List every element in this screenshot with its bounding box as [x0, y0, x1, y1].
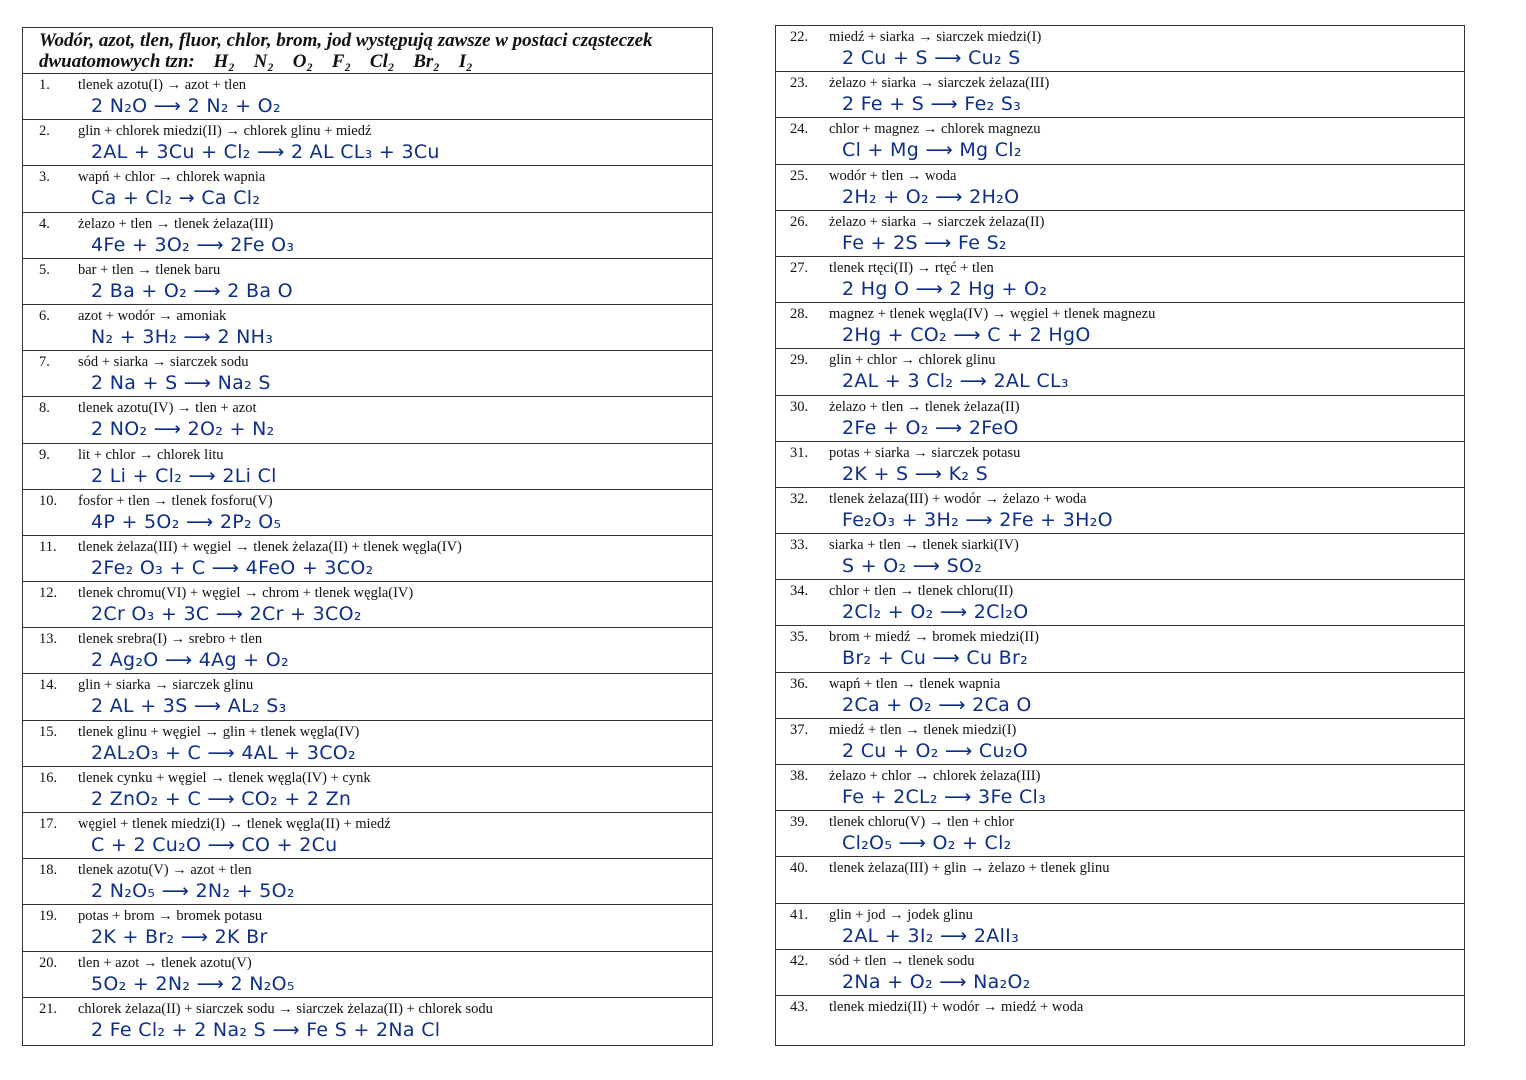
reaction-description: tlenek chromu(VI) + węgiel → chrom + tlenek węgla(IV)	[78, 585, 414, 602]
exercise-row	[776, 442, 1464, 488]
handwritten-equation: 2K + Br₂ ⟶ 2K Br	[91, 926, 268, 949]
handwritten-equation: Cl₂O₅ ⟶ O₂ + Cl₂	[842, 832, 1012, 855]
exercise-number: 36.	[790, 675, 809, 692]
reaction-description: chlor + tlen → tlenek chloru(II)	[829, 583, 1014, 600]
handwritten-equation: 2 Cu + S ⟶ Cu₂ S	[842, 47, 1021, 69]
handwritten-equation: 2K + S ⟶ K₂ S	[842, 462, 989, 485]
handwritten-equation: 2 Fe + S ⟶ Fe₂ S₃	[842, 93, 1022, 116]
exercise-number: 38.	[790, 768, 809, 784]
exercise-number: 10.	[39, 492, 58, 509]
exercise-number: 32.	[790, 490, 809, 507]
reaction-description: wodór + tlen → woda	[829, 167, 957, 184]
reaction-description: chlorek żelaza(II) + siarczek sodu → siarczek żelaza(II) + chlorek sodu	[78, 1000, 493, 1017]
left-exercise-table	[22, 27, 713, 1046]
left-rows	[23, 74, 712, 1044]
exercise-row	[776, 719, 1464, 765]
reaction-description: węgiel + tlenek miedzi(I) → tlenek węgla(II) + miedź	[78, 816, 391, 832]
handwritten-equation: 2 Fe Cl₂ + 2 Na₂ S ⟶ Fe S + 2Na Cl	[91, 1018, 441, 1041]
handwritten-equation: 2 Hg O ⟶ 2 Hg + O₂	[842, 277, 1048, 300]
reaction-description: miedź + tlen → tlenek miedzi(I)	[829, 721, 1017, 738]
exercise-row	[776, 26, 1464, 72]
handwritten-equation: N₂ + 3H₂ ⟶ 2 NH₃	[91, 325, 274, 348]
exercise-row	[776, 857, 1464, 903]
exercise-row	[23, 767, 712, 813]
handwritten-equation: 2Fe₂ O₃ + C ⟶ 4FeO + 3CO₂	[91, 556, 374, 579]
reaction-description: tlenek żelaza(III) + węgiel → tlenek żelaza(II) + tlenek węgla(IV)	[78, 538, 462, 555]
exercise-row	[23, 674, 712, 720]
exercise-row	[23, 628, 712, 674]
exercise-row	[23, 490, 712, 536]
exercise-number: 1.	[39, 77, 50, 93]
reaction-description: tlenek azotu(V) → azot + tlen	[78, 862, 252, 879]
exercise-row	[23, 120, 712, 166]
exercise-row	[776, 165, 1464, 211]
reaction-description: żelazo + tlen → tlenek żelaza(III)	[78, 215, 274, 232]
exercise-number: 42.	[790, 952, 809, 969]
exercise-number: 34.	[790, 583, 809, 600]
reaction-description: tlenek rtęci(II) → rtęć + tlen	[829, 259, 994, 276]
exercise-number: 17.	[39, 816, 58, 832]
molecule-br2: Br₂	[413, 51, 440, 72]
header-prefix: dwuatomowych tzn:	[39, 51, 195, 72]
exercise-number: 23.	[790, 75, 809, 92]
exercise-row	[23, 859, 712, 905]
reaction-description: azot + wodór → amoniak	[78, 307, 227, 324]
handwritten-equation: 2 N₂O ⟶ 2 N₂ + O₂	[91, 95, 281, 117]
exercise-number: 13.	[39, 631, 58, 648]
header-line-1: Wodór, azot, tlen, fluor, chlor, brom, jod występują zawsze w postaci cząsteczek	[39, 30, 653, 51]
exercise-number: 25.	[790, 167, 809, 184]
exercise-number: 35.	[790, 629, 809, 646]
handwritten-equation: 2AL + 3 Cl₂ ⟶ 2AL CL₃	[842, 370, 1069, 393]
exercise-row	[776, 534, 1464, 580]
handwritten-equation: 2 NO₂ ⟶ 2O₂ + N₂	[91, 418, 275, 441]
reaction-description: tlenek żelaza(III) + wodór → żelazo + woda	[829, 490, 1087, 507]
exercise-row	[776, 580, 1464, 626]
exercise-row	[776, 303, 1464, 349]
handwritten-equation: Fe₂O₃ + 3H₂ ⟶ 2Fe + 3H₂O	[842, 508, 1113, 531]
header-line-2	[39, 51, 712, 72]
molecule-f2: F₂	[331, 51, 352, 72]
reaction-description: tlenek cynku + węgiel → tlenek węgla(IV) + cynk	[78, 769, 371, 786]
molecule-o2: O₂	[292, 51, 314, 72]
handwritten-equation: 2Cr O₃ + 3C ⟶ 2Cr + 3CO₂	[91, 603, 362, 626]
exercise-number: 18.	[39, 862, 58, 879]
reaction-description: chlor + magnez → chlorek magnezu	[829, 121, 1041, 138]
exercise-row	[776, 765, 1464, 811]
reaction-description: żelazo + siarka → siarczek żelaza(III)	[829, 75, 1050, 92]
molecule-i2: I₂	[458, 51, 473, 72]
reaction-description: fosfor + tlen → tlenek fosforu(V)	[78, 492, 273, 509]
reaction-description: tlenek żelaza(III) + glin → żelazo + tlenek glinu	[829, 860, 1110, 877]
exercise-number: 20.	[39, 954, 58, 971]
handwritten-equation: 2Ca + O₂ ⟶ 2Ca O	[842, 693, 1032, 716]
handwritten-equation: 2Fe + O₂ ⟶ 2FeO	[842, 416, 1019, 439]
exercise-row	[776, 257, 1464, 303]
reaction-description: brom + miedź → bromek miedzi(II)	[829, 629, 1039, 646]
handwritten-equation: 2Cl₂ + O₂ ⟶ 2Cl₂O	[842, 601, 1029, 624]
reaction-description: potas + brom → bromek potasu	[78, 908, 263, 925]
exercise-number: 33.	[790, 537, 809, 554]
exercise-number: 8.	[39, 400, 50, 417]
handwritten-equation: 2 ZnO₂ + C ⟶ CO₂ + 2 Zn	[91, 787, 352, 810]
reaction-description: wapń + tlen → tlenek wapnia	[829, 675, 1001, 692]
handwritten-equation: 2AL + 3I₂ ⟶ 2AlI₃	[842, 924, 1019, 947]
exercise-number: 12.	[39, 585, 58, 602]
exercise-number: 24.	[790, 121, 809, 138]
exercise-number: 28.	[790, 306, 809, 323]
reaction-description: tlenek glinu + węgiel → glin + tlenek węgla(IV)	[78, 723, 360, 740]
handwritten-equation: Fe + 2CL₂ ⟶ 3Fe Cl₃	[842, 786, 1047, 808]
handwritten-equation: 2AL + 3Cu + Cl₂ ⟶ 2 AL CL₃ + 3Cu	[91, 141, 440, 164]
exercise-number: 30.	[790, 398, 809, 415]
exercise-row	[23, 905, 712, 951]
reaction-description: sód + siarka → siarczek sodu	[78, 354, 249, 371]
exercise-row	[23, 444, 712, 490]
reaction-description: tlen + azot → tlenek azotu(V)	[78, 954, 252, 971]
handwritten-equation: 2 Ba + O₂ ⟶ 2 Ba O	[91, 279, 293, 302]
handwritten-equation: 2 Ag₂O ⟶ 4Ag + O₂	[91, 649, 289, 672]
reaction-description: żelazo + tlen → tlenek żelaza(II)	[829, 398, 1020, 415]
handwritten-equation: C + 2 Cu₂O ⟶ CO + 2Cu	[91, 834, 338, 856]
molecule-n2: N₂	[253, 51, 274, 72]
exercise-number: 4.	[39, 215, 50, 232]
exercise-row	[776, 673, 1464, 719]
reaction-description: magnez + tlenek węgla(IV) → węgiel + tlenek magnezu	[829, 306, 1156, 323]
table-header-note	[23, 28, 712, 74]
exercise-number: 3.	[39, 169, 50, 186]
exercise-number: 22.	[790, 29, 809, 45]
exercise-row	[23, 213, 712, 259]
handwritten-equation: 2 Na + S ⟶ Na₂ S	[91, 372, 271, 395]
exercise-number: 14.	[39, 677, 58, 694]
exercise-number: 41.	[790, 906, 809, 923]
right-exercise-table	[775, 25, 1465, 1046]
handwritten-equation: Fe + 2S ⟶ Fe S₂	[842, 231, 1007, 254]
exercise-row	[776, 349, 1464, 395]
reaction-description: bar + tlen → tlenek baru	[78, 261, 221, 278]
exercise-number: 19.	[39, 908, 58, 925]
reaction-description: glin + chlorek miedzi(II) → chlorek glinu + miedź	[78, 123, 372, 140]
exercise-number: 39.	[790, 814, 809, 831]
reaction-description: żelazo + chlor → chlorek żelaza(III)	[829, 768, 1041, 784]
handwritten-equation: Ca + Cl₂ → Ca Cl₂	[91, 187, 261, 210]
exercise-row	[776, 626, 1464, 672]
handwritten-equation: 2 Cu + O₂ ⟶ Cu₂O	[842, 739, 1029, 762]
exercise-row	[23, 721, 712, 767]
handwritten-equation: 2Hg + CO₂ ⟶ C + 2 HgO	[842, 324, 1091, 347]
exercise-row	[23, 259, 712, 305]
reaction-description: wapń + chlor → chlorek wapnia	[78, 169, 266, 186]
reaction-description: sód + tlen → tlenek sodu	[829, 952, 975, 969]
reaction-description: potas + siarka → siarczek potasu	[829, 444, 1021, 461]
exercise-row	[23, 397, 712, 443]
reaction-description: miedź + siarka → siarczek miedzi(I)	[829, 29, 1042, 45]
exercise-number: 43.	[790, 998, 809, 1015]
exercise-number: 26.	[790, 213, 809, 230]
exercise-row	[23, 305, 712, 351]
exercise-number: 37.	[790, 721, 809, 738]
reaction-description: glin + chlor → chlorek glinu	[829, 352, 996, 369]
reaction-description: żelazo + siarka → siarczek żelaza(II)	[829, 213, 1045, 230]
reaction-description: tlenek chloru(V) → tlen + chlor	[829, 814, 1014, 831]
reaction-description: tlenek srebra(I) → srebro + tlen	[78, 631, 263, 648]
exercise-row	[776, 118, 1464, 164]
handwritten-equation: 4Fe + 3O₂ ⟶ 2Fe O₃	[91, 233, 295, 256]
reaction-description: glin + jod → jodek glinu	[829, 906, 973, 923]
exercise-row	[23, 74, 712, 120]
exercise-row	[23, 582, 712, 628]
exercise-row	[776, 950, 1464, 996]
exercise-number: 2.	[39, 123, 50, 140]
exercise-number: 6.	[39, 307, 50, 324]
exercise-row	[776, 488, 1464, 534]
exercise-number: 27.	[790, 259, 809, 276]
exercise-row	[776, 811, 1464, 857]
exercise-row	[23, 952, 712, 998]
exercise-number: 9.	[39, 446, 50, 463]
exercise-number: 16.	[39, 769, 58, 786]
reaction-description: tlenek miedzi(II) + wodór → miedź + woda	[829, 998, 1084, 1015]
handwritten-equation: 2AL₂O₃ + C ⟶ 4AL + 3CO₂	[91, 741, 356, 764]
molecule-cl2: Cl₂	[369, 51, 395, 72]
molecule-h2: H₂	[213, 51, 235, 72]
handwritten-equation: Br₂ + Cu ⟶ Cu Br₂	[842, 647, 1028, 670]
exercise-row	[23, 166, 712, 212]
exercise-number: 5.	[39, 261, 50, 278]
exercise-number: 15.	[39, 723, 58, 740]
exercise-row	[776, 72, 1464, 118]
reaction-description: tlenek azotu(IV) → tlen + azot	[78, 400, 257, 417]
handwritten-equation: Cl + Mg ⟶ Mg Cl₂	[842, 139, 1022, 162]
exercise-number: 29.	[790, 352, 809, 369]
handwritten-equation: 5O₂ + 2N₂ ⟶ 2 N₂O₅	[91, 972, 295, 995]
exercise-row	[776, 211, 1464, 257]
handwritten-equation: 2 AL + 3S ⟶ AL₂ S₃	[91, 695, 287, 718]
exercise-row	[23, 998, 712, 1044]
exercise-number: 21.	[39, 1000, 58, 1017]
handwritten-equation: 2H₂ + O₂ ⟶ 2H₂O	[842, 185, 1020, 208]
exercise-row	[23, 536, 712, 582]
reaction-description: lit + chlor → chlorek litu	[78, 446, 224, 463]
exercise-number: 7.	[39, 354, 50, 371]
handwritten-equation: 4P + 5O₂ ⟶ 2P₂ O₅	[91, 510, 282, 533]
exercise-row	[776, 996, 1464, 1042]
exercise-row	[23, 813, 712, 859]
exercise-row	[23, 351, 712, 397]
exercise-number: 31.	[790, 444, 809, 461]
reaction-description: siarka + tlen → tlenek siarki(IV)	[829, 537, 1019, 554]
handwritten-equation: S + O₂ ⟶ SO₂	[842, 555, 983, 578]
reaction-description: tlenek azotu(I) → azot + tlen	[78, 77, 247, 93]
right-rows	[776, 26, 1464, 1042]
exercise-row	[776, 396, 1464, 442]
handwritten-equation: 2Na + O₂ ⟶ Na₂O₂	[842, 970, 1031, 993]
handwritten-equation: 2 Li + Cl₂ ⟶ 2Li Cl	[91, 464, 277, 487]
reaction-description: glin + siarka → siarczek glinu	[78, 677, 254, 694]
exercise-row	[776, 904, 1464, 950]
exercise-number: 11.	[39, 538, 57, 555]
exercise-number: 40.	[790, 860, 809, 877]
handwritten-equation: 2 N₂O₅ ⟶ 2N₂ + 5O₂	[91, 880, 295, 903]
